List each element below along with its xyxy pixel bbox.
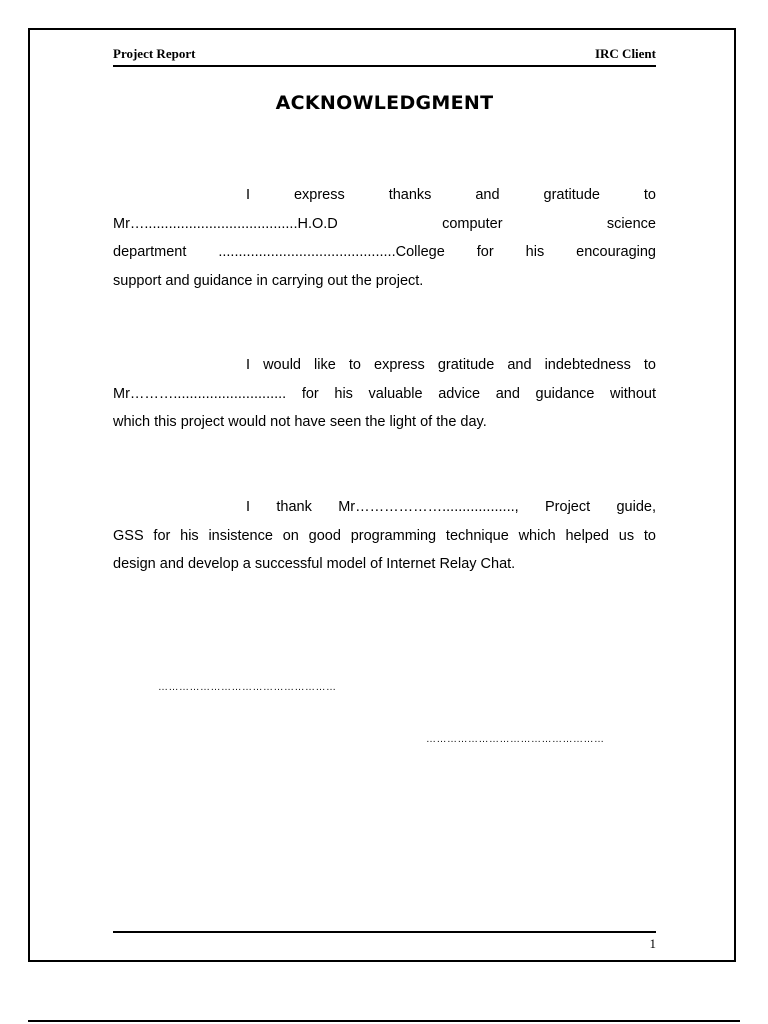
signature-line-left: …………………………………………… [158,682,337,693]
header-left-text: Project Report [113,46,196,61]
paragraph-3 [113,493,656,579]
page-title: ACKNOWLEDGMENT [275,92,494,114]
paragraph-2 [113,351,656,437]
paragraph-line: support and guidance in carrying out the project. [113,273,424,290]
paragraph-line: Mr………............................ for his valuable advice and guidance without [113,385,656,402]
paragraph-line: Mr…......................................H.O.D computer science [113,215,656,232]
paragraph-line: department ............................................College for his encouraging [113,244,656,261]
paragraph-line: I thank Mr……………….................., Project guide, [246,499,656,515]
paragraph-line: I express thanks and gratitude to [246,187,656,203]
page-header [113,46,656,66]
paragraph-line: GSS for his insistence on good programming technique which helped us to [113,527,656,544]
signature-line-right: …………………………………………… [426,734,605,745]
header-rule [113,65,656,67]
page-number: 1 [649,936,656,951]
footer-rule [113,931,656,933]
paragraph-1 [113,181,656,296]
paragraph-line: which this project would not have seen the light of the day. [113,414,487,431]
paragraph-line: design and develop a successful model of Internet Relay Chat. [113,556,516,573]
header-right-text: IRC Client [594,46,656,61]
next-page-border [28,1020,740,1022]
paragraph-line: I would like to express gratitude and indebtedness to [246,357,656,373]
